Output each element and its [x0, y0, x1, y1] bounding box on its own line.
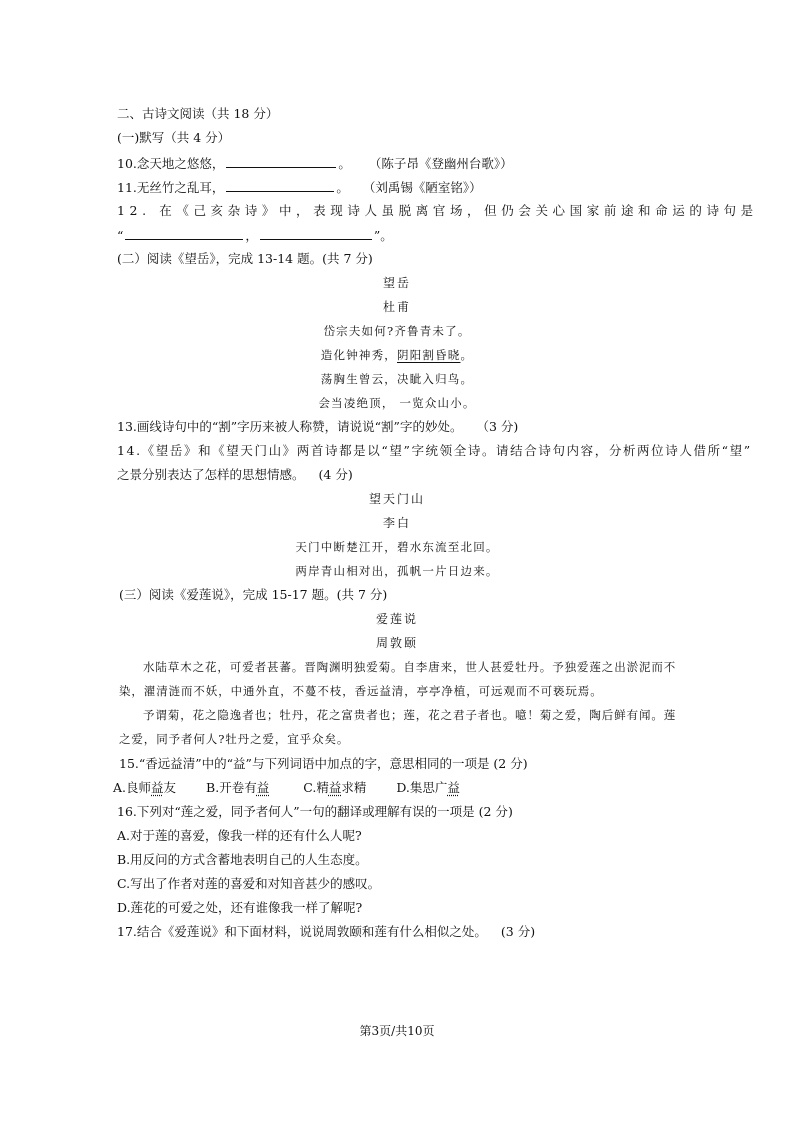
prose-para2-line1: 予谓菊，花之隐逸者也；牡丹，花之富贵者也；莲，花之君子者也。噫！菊之爱，陶后鲜有闻。莲 [143, 708, 677, 722]
underlined-verse: 阴阳割昏晓 [397, 348, 461, 362]
question-16: 16.下列对“莲之爱，同予者何人”一句的翻译或理解有误的一项是 (2 分) [117, 804, 513, 819]
question-14-line-1: 14.《望岳》和《望天门山》两首诗都是以“望”字统领全诗。请结合诗句内容，分析两位诗人借所“望” [117, 443, 752, 458]
answer-blank-12b[interactable] [260, 227, 372, 240]
poem2-line-1: 天门中断楚江开，碧水东流至北回。 [295, 540, 499, 554]
question-10: 10.念天地之悠悠， 。 （陈子昂《登幽州台歌》） [117, 156, 513, 171]
question-13: 13.画线诗句中的“割”字历来被人称赞，请说说“割”字的妙处。 （3 分) [117, 419, 519, 434]
prose-author: 周敦颐 [375, 636, 418, 650]
poem1-title: 望岳 [382, 276, 411, 290]
poem2-title: 望天门山 [368, 492, 425, 506]
option-16d[interactable]: D.莲花的可爱之处，还有谁像我一样了解呢? [117, 900, 363, 915]
part3-title: (三）阅读《爱莲说》，完成 15-17 题。(共 7 分) [119, 587, 388, 602]
question-14-line-2: 之景分别表达了怎样的思想情感。 (4 分) [117, 467, 353, 482]
option-16a[interactable]: A.对于莲的喜爱，像我一样的还有什么人呢? [117, 828, 362, 843]
poem1-line-1: 岱宗夫如何?齐鲁青未了。 [323, 324, 471, 338]
answer-blank-10[interactable] [226, 155, 336, 168]
poem1-line-2: 造化钟神秀，阴阳割昏晓。 [320, 348, 474, 362]
question-15-options [113, 780, 460, 796]
part1-title: (一)默写（共 4 分） [117, 130, 231, 145]
option-16b[interactable]: B.用反问的方式含蓄地表明自己的人生态度。 [117, 852, 368, 867]
answer-blank-11[interactable] [226, 179, 334, 192]
poem1-author: 杜甫 [382, 300, 411, 314]
poem1-line-4: 会当凌绝顶， 一览众山小。 [318, 396, 476, 410]
section-title: 二、古诗文阅读（共 18 分） [117, 106, 279, 121]
prose-para1-line2: 染，濯清涟而不妖，中通外直，不蔓不枝，香远益清，亭亭净植，可远观而不可亵玩焉。 [119, 684, 603, 698]
option-15b[interactable]: B.开卷有益 [206, 780, 270, 795]
page-footer: 第3页/共10页 [359, 1024, 435, 1038]
option-15c[interactable]: C.精益求精 [303, 780, 367, 795]
option-16c[interactable]: C.写出了作者对莲的喜爱和对知音甚少的感叹。 [117, 876, 381, 891]
prose-para1-line1: 水陆草木之花，可爱者甚蕃。晋陶渊明独爱菊。自李唐来，世人甚爱牡丹。予独爱莲之出淤泥而不 [143, 660, 677, 674]
prose-title: 爱莲说 [375, 612, 418, 626]
question-17: 17.结合《爱莲说》和下面材料，说说周敦颐和莲有什么相似之处。 (3 分) [117, 924, 536, 939]
question-15: 15.“香远益清”中的“益”与下列词语中加点的字，意思相同的一项是 (2 分) [119, 756, 528, 771]
poem1-line-3: 荡胸生曾云，决眦入归鸟。 [320, 372, 474, 386]
question-11: 11.无丝竹之乱耳， 。 （刘禹锡《陋室铭》） [117, 180, 482, 195]
answer-blank-12a[interactable] [125, 227, 243, 240]
question-12: 12. 在《己亥杂诗》中，表现诗人虽脱离官场，但仍会关心国家前途和命运的诗句是 [117, 203, 758, 218]
poem2-line-2: 两岸青山相对出，孤帆一片日边来。 [295, 564, 499, 578]
option-15d[interactable]: D.集思广益 [396, 780, 460, 795]
poem2-author: 李白 [382, 516, 411, 530]
prose-para2-line2: 之爱，同予者何人?牡丹之爱，宜乎众矣。 [119, 732, 350, 746]
question-12-answer-line: “ ， ”。 [117, 228, 393, 243]
part2-title: (二）阅读《望岳》，完成 13-14 题。(共 7 分) [117, 251, 373, 266]
option-15a[interactable]: A.良师益友 [113, 780, 177, 795]
